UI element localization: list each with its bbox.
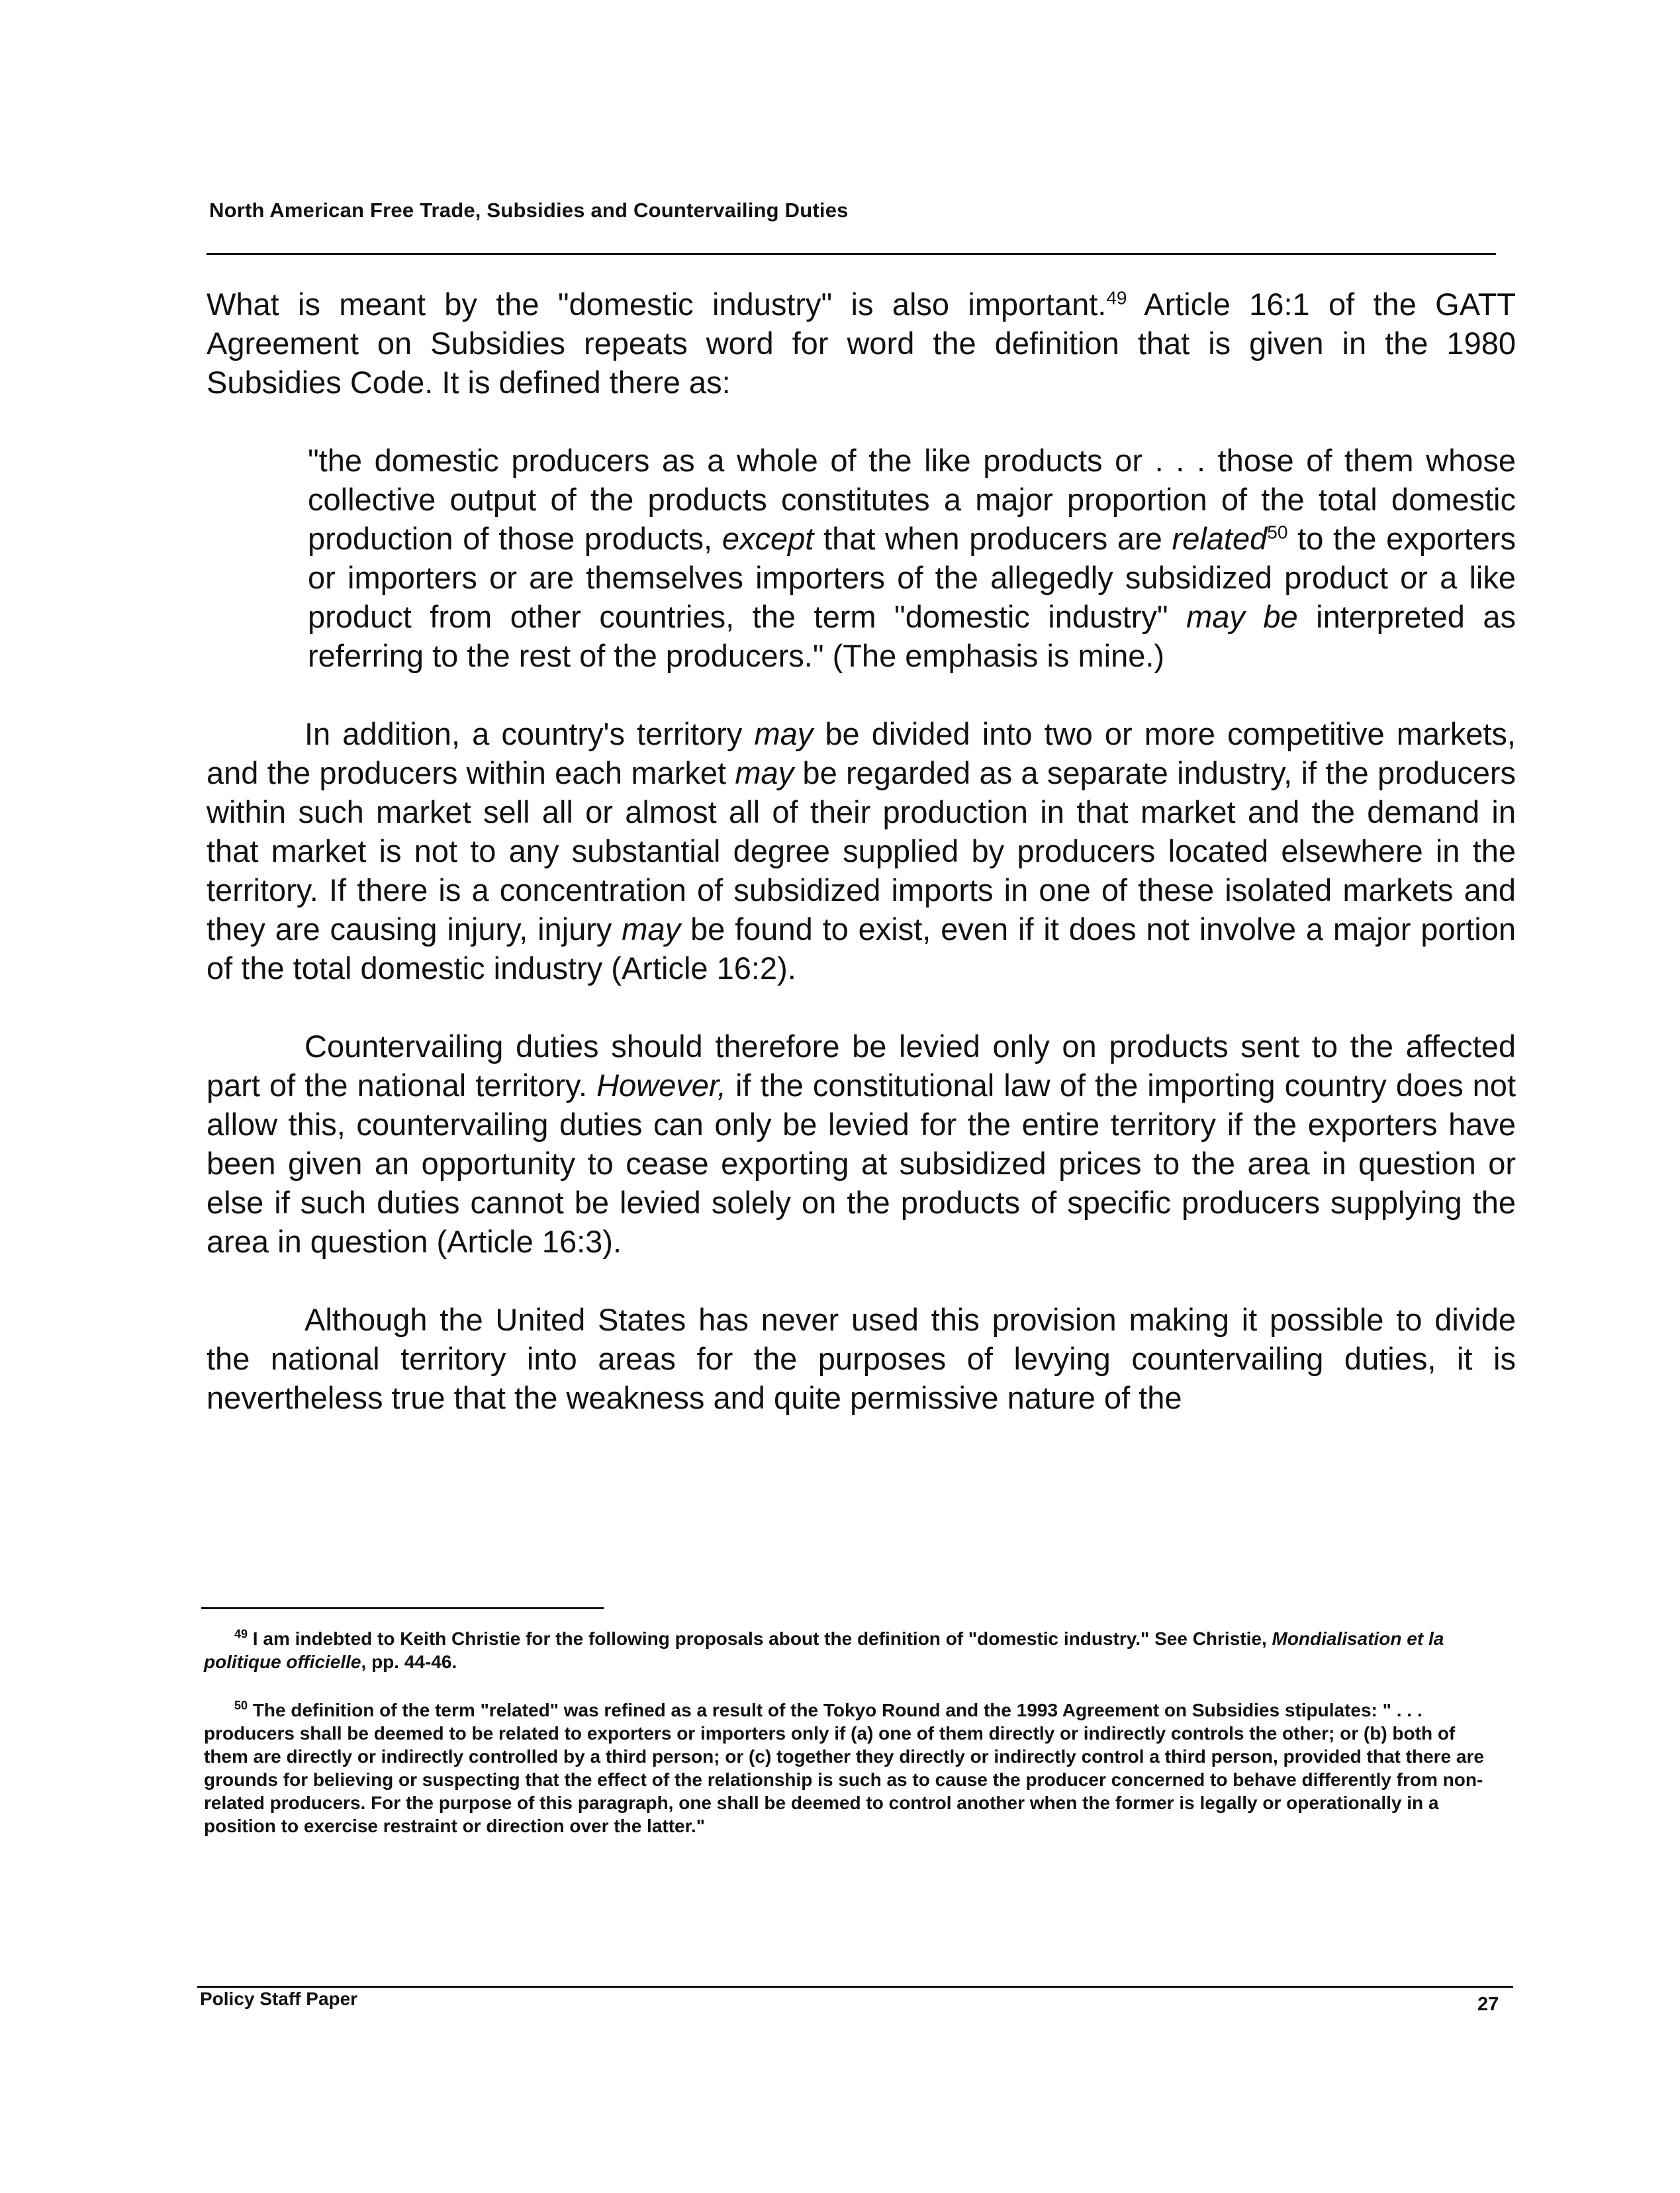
text-run: Countervailing duties should therefore be levied only on products sent to the affected part of the national territory. xyxy=(207,1029,1516,1103)
footnote-rule xyxy=(201,1607,604,1609)
body-text xyxy=(207,285,1516,1456)
text-run: What is meant by the "domestic industry" is also important. xyxy=(207,287,1107,322)
footnote-49 xyxy=(204,1627,1501,1673)
text-run: be regarded as a separate industry, if the producers within such market sell all or almost all of their production in that market and the demand in that market is not to any substantial degree supplied by producers located elsewhere in the territory. If there is a concentration of subsidized imports in one of these isolated markets and they are causing injury, injury xyxy=(207,755,1516,947)
footnote-50 xyxy=(204,1699,1501,1838)
emphasis: may xyxy=(622,911,681,947)
emphasis: may be xyxy=(1186,599,1298,634)
footnote-number: 50 xyxy=(234,1699,248,1712)
page-number: 27 xyxy=(1477,1994,1499,2015)
text-run: if the constitutional law of the importing country does not allow this, countervailing duties can only be levied for the entire territory if the exporters have been given an opportunity to cease exporting at subsidized prices to the area in question or else if such duties cannot be levied solely on the products of specific producers supplying the area in question (Article 16:3). xyxy=(207,1068,1517,1259)
footnote-number: 49 xyxy=(234,1627,248,1641)
running-head: North American Free Trade, Subsidies and Countervailing Duties xyxy=(209,199,849,222)
text-run: be divided into two or more competitive markets, and the producers within each market xyxy=(207,716,1516,790)
block-quote xyxy=(207,441,1516,675)
text-run: interpreted as referring to the rest of the producers." (The emphasis is mine.) xyxy=(308,599,1516,673)
emphasis: However, xyxy=(596,1068,726,1103)
text-run: to the exporters or importers or are themselves importers of the allegedly subsidized product or a like product from other countries, the term "domestic industry" xyxy=(308,521,1516,634)
emphasis: related xyxy=(1172,521,1268,556)
emphasis: may xyxy=(754,716,814,751)
paragraph-domestic-industry xyxy=(207,285,1516,402)
emphasis: may xyxy=(735,755,794,790)
paragraph-united-states xyxy=(207,1300,1516,1417)
emphasis: except xyxy=(722,521,814,556)
emphasis: Mondialisation et la politique officielle xyxy=(204,1628,1444,1672)
footer-publication: Policy Staff Paper xyxy=(200,1988,358,2009)
footnote-ref-50: 50 xyxy=(1267,522,1288,543)
paragraph-territory xyxy=(207,714,1516,988)
text-run: Although the United States has never used this provision making it possible to divide the national territory into areas for the purposes of levying countervailing duties, it is nevertheless true that the weakness and quite permissive nature of the xyxy=(207,1302,1516,1415)
header-rule xyxy=(207,253,1496,255)
text-run: In addition, a country's territory xyxy=(304,716,755,751)
text-run: , pp. 44-46. xyxy=(361,1652,457,1672)
text-run: The definition of the term "related" was refined as a result of the Tokyo Round and the 1993 Agreement on Subsidies stipulates: " . . . producers shall be deemed to be related to exporters or importers only if (a) one of them directly or indirectly controls the other; or (b) both of them are directly or indirectly controlled by a third person; or (c) together they directly or indirectly control a third person, provided that there are grounds for believing or suspecting that the effect of the relationship is such as to cause the producer concerned to behave differently from non-related producers. For the purpose of this paragraph, one shall be deemed to control another when the former is legally or operationally in a position to exercise restraint or direction over the latter." xyxy=(204,1700,1484,1836)
text-run: Article 16:1 of the GATT Agreement on Subsidies repeats word for word the definition that is given in the 1980 Subsidies Code. It is defined there as: xyxy=(207,287,1516,400)
text-run: be found to exist, even if it does not involve a major portion of the total domestic industry (Article 16:2). xyxy=(207,911,1516,986)
text-run: I am indebted to Keith Christie for the following proposals about the definition of "domestic industry." See Christie, xyxy=(248,1628,1272,1649)
paragraph-countervailing xyxy=(207,1027,1516,1261)
text-run: "the domestic producers as a whole of the like products or . . . those of them whose collective output of the products constitutes a major proportion of the total domestic production of those products, xyxy=(308,443,1516,556)
footer-rule xyxy=(197,1986,1513,1988)
text-run: that when producers are xyxy=(814,521,1172,556)
footnote-ref-49: 49 xyxy=(1106,287,1127,308)
footnotes xyxy=(204,1627,1501,1863)
